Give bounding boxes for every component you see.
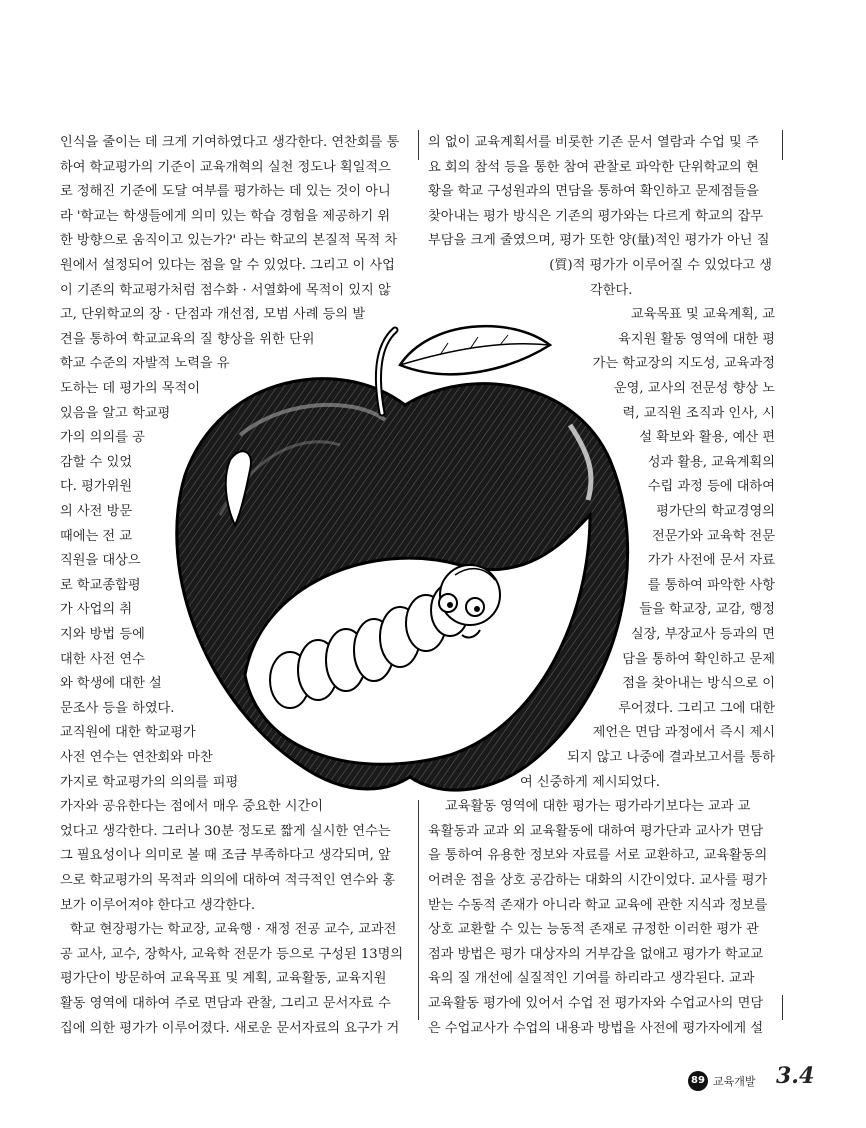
text-line: 와 학생에 대한 설 — [60, 676, 162, 691]
text-line: 성과 활용, 교육계획의 — [647, 455, 775, 470]
text-line: 가는 학교장의 지도성, 교육과정 — [592, 356, 775, 371]
text-line: 각한다. — [590, 283, 632, 298]
text-line: 루어졌다. 그리고 그에 대한 — [618, 701, 775, 716]
text-line: 받는 수동적 존재가 아니라 학교 교육에 관한 지식과 정보를 — [428, 898, 768, 913]
text-line: 집에 의한 평가가 이루어졌다. 새로운 문서자료의 요구가 거 — [60, 1021, 400, 1036]
text-line: 지와 방법 등에 — [60, 627, 145, 642]
text-line: 점과 방법은 평가 대상자의 거부감을 없애고 평가가 학교교 — [428, 947, 764, 962]
text-line: 전문가와 교육학 전문 — [651, 529, 775, 544]
text-line: 가가 사전에 문서 자료 — [647, 553, 775, 568]
text-line: 력, 교직원 조직과 인사, 시 — [622, 406, 775, 421]
text-line: 교육활동 영역에 대한 평가는 평가라기보다는 교과 교 — [445, 799, 751, 814]
top-right-rule — [782, 130, 783, 160]
bottom-right-rule — [782, 995, 783, 1020]
text-line: (質)적 평가가 이루어질 수 있었다고 생 — [549, 258, 772, 273]
text-line: 가자와 공유한다는 점에서 매우 중요한 시간이 — [60, 799, 324, 814]
text-line: 수립 과정 등에 대하여 — [647, 479, 775, 494]
text-line: 교육목표 및 교육계획, 교 — [630, 307, 775, 322]
text-line: 때에는 전 교 — [60, 529, 133, 544]
text-line: 교육활동 평가에 있어서 수업 전 평가자와 수업교사의 면담 — [428, 996, 764, 1011]
top-left-rule — [418, 130, 419, 160]
magazine-name: 교육개발 — [713, 1075, 756, 1088]
text-line: 되지 않고 나중에 결과보고서를 통하 — [567, 750, 775, 765]
text-line: 를 통하여 파악한 사항 — [647, 578, 775, 593]
text-line: 은 수업교사가 수업의 내용과 방법을 사전에 평가자에게 설 — [428, 1021, 764, 1036]
text-line: 활동 영역에 대하여 주로 면담과 관찰, 그리고 문서자료 수 — [60, 996, 391, 1011]
text-line: 평가단이 방문하여 교육목표 및 계획, 교육활동, 교육지원 — [60, 971, 387, 986]
text-line: 요 회의 참석 등을 통한 참여 관찰로 파악한 단위학교의 현 — [428, 160, 759, 175]
text-line: 을 통하여 유용한 정보와 자료를 서로 교환하고, 교육활동의 — [428, 848, 768, 863]
text-line: 인식을 줄이는 데 크게 기여하였다고 생각한다. 연찬회를 통 — [60, 135, 400, 150]
text-line: 황을 학교 구성원과의 면담을 통하여 확인하고 문제점들을 — [428, 184, 759, 199]
text-line: 보가 이루어져야 한다고 생각한다. — [60, 898, 256, 913]
text-line: 그 필요성이나 의미로 볼 때 조금 부족하다고 생각되며, 앞 — [60, 848, 391, 863]
text-line: 하여 학교평가의 기준이 교육개혁의 실천 정도나 획일적으 — [60, 160, 391, 175]
text-line: 가 사업의 취 — [60, 602, 133, 617]
text-line: 라 '학교는 학생들에게 의미 있는 학습 경험을 제공하기 위 — [60, 209, 391, 224]
text-line: 한 방향으로 움직이고 있는가?' 라는 학교의 본질적 목적 차 — [60, 233, 398, 248]
text-line: 여 신중하게 제시되었다. — [520, 775, 660, 790]
text-line: 들을 학교장, 교감, 행정 — [639, 602, 775, 617]
text-line: 사전 연수는 연찬회와 마찬 — [60, 750, 213, 765]
text-line: 었다고 생각한다. 그러나 30분 정도로 짧게 실시한 연수는 — [60, 824, 391, 839]
text-line: 교직원에 대한 학교평가 — [60, 725, 196, 740]
text-line: 문조사 등을 하였다. — [60, 701, 175, 716]
text-line: 의 없이 교육계획서를 비롯한 기존 문서 열람과 수업 및 주 — [428, 135, 759, 150]
text-line: 대한 사전 연수 — [60, 652, 145, 667]
issue-number: 3.4 — [776, 1063, 815, 1089]
text-line: 견을 통하여 학교교육의 질 향상을 위한 단위 — [60, 332, 315, 347]
text-line: 가의 의의를 공 — [60, 430, 145, 445]
text-line: 로 정해진 기준에 도달 여부를 평가하는 데 있는 것이 아니 — [60, 184, 391, 199]
text-line: 이 기존의 학교평가처럼 점수화 · 서열화에 목적이 있지 않 — [60, 283, 391, 298]
text-line: 담을 통하여 확인하고 문제 — [622, 652, 775, 667]
bottom-left-rule — [418, 800, 419, 1020]
text-line: 제언은 면담 과정에서 즉시 제시 — [592, 725, 775, 740]
text-line: 점을 찾아내는 방식으로 이 — [622, 676, 775, 691]
text-line: 도하는 데 평가의 목적이 — [60, 381, 200, 396]
text-line: 육의 질 개선에 실질적인 기여를 하리라고 생각된다. 교과 — [428, 971, 755, 986]
text-line: 다. 평가위원 — [60, 479, 133, 494]
text-line: 공 교사, 교수, 장학사, 교육학 전문가 등으로 구성된 13명의 — [60, 947, 404, 962]
text-line: 운영, 교사의 전문성 향상 노 — [613, 381, 775, 396]
text-line: 학교 수준의 자발적 노력을 유 — [60, 356, 230, 371]
text-line: 부담을 크게 줄였으며, 평가 또한 양(量)적인 평가가 아닌 질 — [428, 233, 770, 248]
text-line: 원에서 설정되어 있다는 점을 알 수 있었다. 그리고 이 사업 — [60, 258, 395, 273]
text-line: 으로 학교평가의 목적과 의의에 대하여 적극적인 연수와 홍 — [60, 873, 396, 888]
text-line: 감할 수 있었 — [60, 455, 133, 470]
text-line: 있음을 알고 학교평 — [60, 406, 171, 421]
text-line: 평가단의 학교경영의 — [656, 504, 775, 519]
page-number: 89 — [688, 1071, 708, 1091]
text-line: 고, 단위학교의 장 · 단점과 개선점, 모범 사례 등의 발 — [60, 307, 366, 322]
text-line: 육지원 활동 영역에 대한 평 — [618, 332, 775, 347]
text-line: 학교 현장평가는 학교장, 교육행 · 재정 전공 교수, 교과전 — [70, 922, 397, 937]
text-line: 찾아내는 평가 방식은 기존의 평가와는 다르게 학교의 잡무 — [428, 209, 764, 224]
apple-with-caterpillar-icon — [150, 285, 670, 825]
text-line: 실장, 부장교사 등과의 면 — [630, 627, 775, 642]
text-line: 가지로 학교평가의 의의를 피평 — [60, 775, 239, 790]
text-line: 상호 교환할 수 있는 능동적 존재로 규정한 이러한 평가 관 — [428, 922, 759, 937]
text-line: 의 사전 방문 — [60, 504, 133, 519]
text-line: 육활동과 교과 외 교육활동에 대하여 평가단과 교사가 면담 — [428, 824, 764, 839]
text-line: 어려운 점을 상호 공감하는 대화의 시간이었다. 교사를 평가 — [428, 873, 768, 888]
text-line: 로 학교종합평 — [60, 578, 141, 593]
text-line: 직원을 대상으 — [60, 553, 141, 568]
text-line: 설 확보와 활용, 예산 편 — [639, 430, 775, 445]
